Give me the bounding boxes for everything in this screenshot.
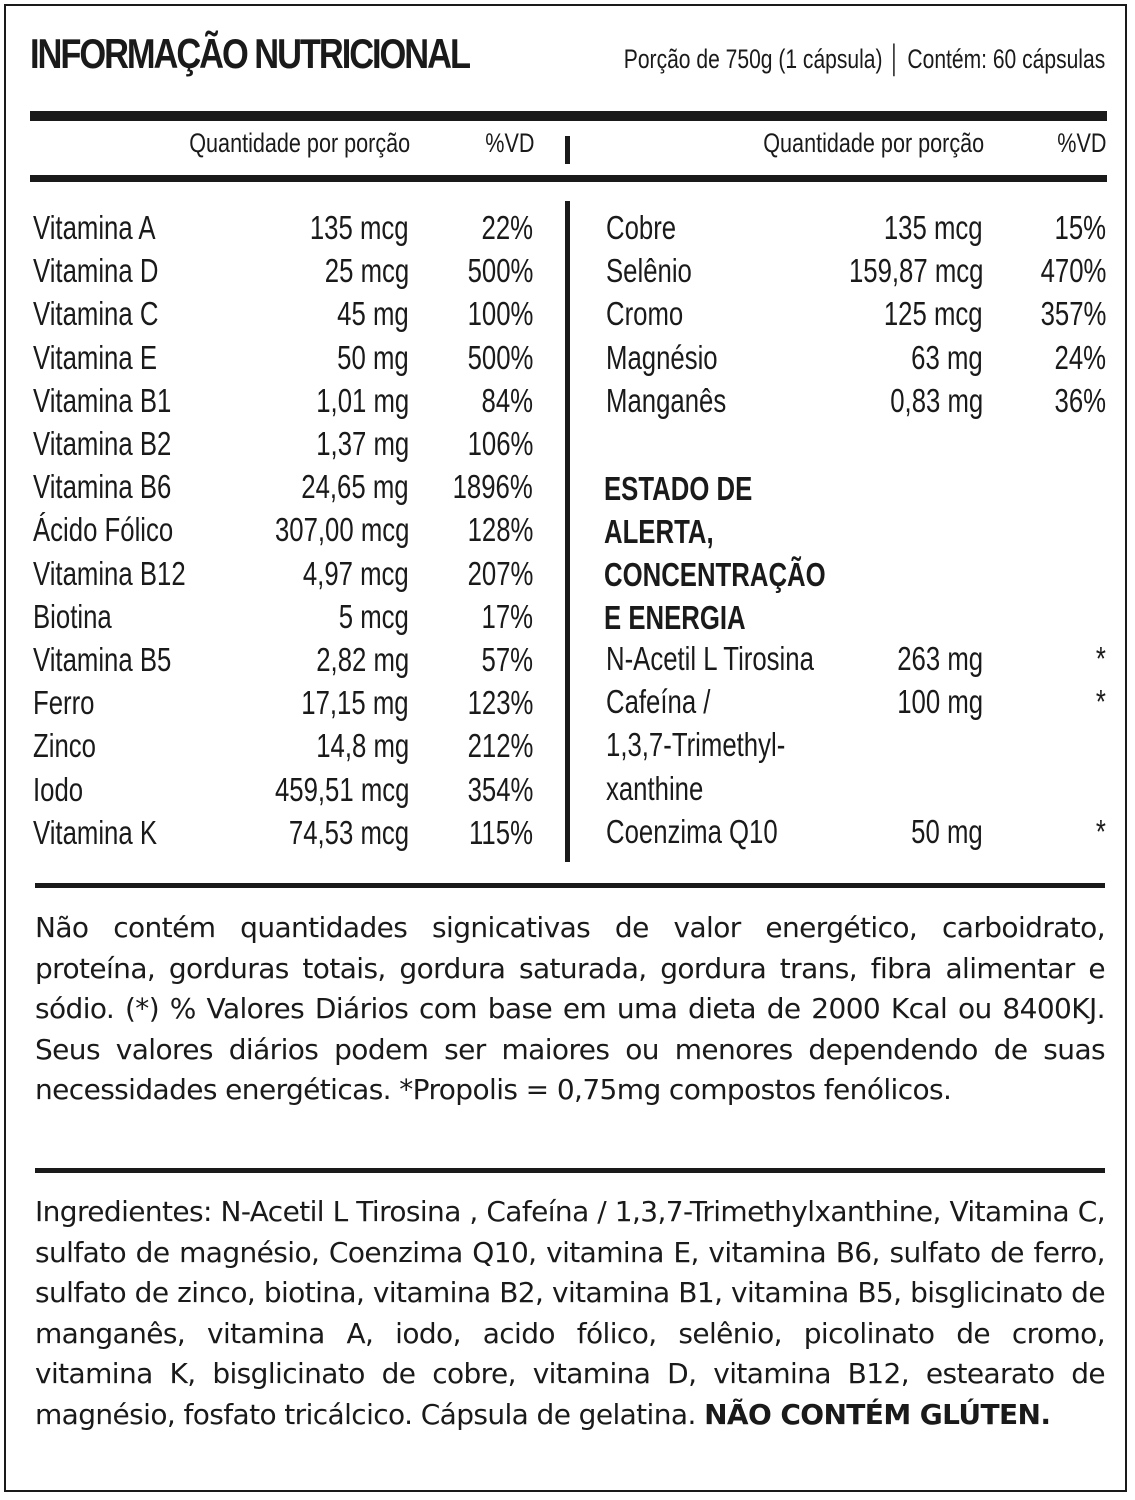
nutrient-daily-value: 128% — [467, 511, 533, 549]
nutrient-name: Zinco — [33, 727, 96, 765]
nutrient-daily-value: 22% — [481, 209, 533, 246]
nutrient-name: Ferro — [33, 684, 95, 722]
nutrient-quantity: 24,65 mg — [301, 468, 409, 506]
nutrient-name: Vitamina B2 — [33, 425, 172, 462]
left-qty-header: Quantidade por porção — [189, 128, 410, 158]
nutrient-quantity: 159,87 mcg — [848, 252, 983, 290]
nutrient-name: N-Acetil L Tirosina — [606, 640, 814, 677]
portion-info: Porção de 750g (1 cápsula) │ Contém: 60 cápsulas — [623, 44, 1105, 74]
nutrient-quantity: 1,01 mg — [315, 381, 409, 419]
right-vd-header: %VD — [1057, 128, 1107, 158]
nutrient-daily-value: * — [1095, 812, 1106, 850]
nutrient-name: xanthine — [606, 769, 704, 807]
nutrient-daily-value: 15% — [1054, 209, 1106, 246]
nutrient-quantity: 135 mcg — [310, 209, 409, 246]
nutrient-quantity: 100 mg — [897, 683, 983, 721]
nutrient-name: Iodo — [33, 770, 84, 808]
nutrient-daily-value: * — [1095, 640, 1106, 677]
nutrient-quantity: 5 mcg — [338, 597, 409, 635]
header-divider — [565, 136, 570, 164]
nutrient-quantity: 459,51 mcg — [274, 770, 409, 808]
left-vd-header: %VD — [485, 128, 535, 158]
nutrient-daily-value: * — [1095, 683, 1106, 721]
ingredients-rule — [35, 1168, 1105, 1173]
nutrient-name: Manganês — [606, 381, 727, 419]
nutrient-quantity: 135 mcg — [884, 209, 983, 246]
nutrient-daily-value: 1896% — [452, 468, 533, 506]
nutrient-quantity: 14,8 mg — [315, 727, 409, 765]
nutrient-quantity: 4,97 mcg — [303, 554, 409, 592]
nutrient-name: Selênio — [606, 252, 692, 290]
nutrient-name: 1,3,7-Trimethyl- — [606, 726, 786, 764]
nutrient-daily-value: 84% — [481, 381, 533, 419]
nutrient-quantity: 50 mg — [911, 812, 983, 850]
nutrient-quantity: 45 mg — [337, 295, 409, 333]
section-title: ESTADO DE ALERTA, CONCENTRAÇÃO E ENERGIA — [604, 470, 826, 636]
nutrient-daily-value: 357% — [1040, 295, 1106, 333]
header-rule-top — [30, 111, 1107, 121]
nutrient-quantity: 0,83 mg — [889, 381, 983, 419]
nutrient-name: Ácido Fólico — [33, 511, 174, 549]
nutrient-quantity: 63 mg — [911, 338, 983, 376]
nutrient-daily-value: 212% — [467, 727, 533, 765]
nutrient-daily-value: 470% — [1040, 252, 1106, 290]
nutrient-daily-value: 500% — [467, 338, 533, 376]
nutrient-quantity: 74,53 mcg — [288, 813, 409, 851]
nutrient-daily-value: 24% — [1054, 338, 1106, 376]
label-title: INFORMAÇÃO NUTRICIONAL — [30, 30, 469, 77]
nutrient-name: Cromo — [606, 295, 684, 333]
nutrient-quantity: 17,15 mg — [301, 684, 409, 722]
nutrient-name: Cobre — [606, 209, 677, 246]
nutrient-quantity: 25 mcg — [324, 252, 409, 290]
nutrient-name: Vitamina E — [33, 338, 158, 376]
nutrient-daily-value: 354% — [467, 770, 533, 808]
nutrient-name: Vitamina B5 — [33, 641, 172, 678]
nutrient-name: Vitamina B1 — [33, 381, 172, 419]
nutrient-name: Magnésio — [606, 338, 718, 376]
nutrient-name: Coenzima Q10 — [606, 812, 778, 850]
right-qty-header: Quantidade por porção — [763, 128, 984, 158]
nutrient-daily-value: 500% — [467, 252, 533, 290]
nutrient-daily-value: 123% — [467, 684, 533, 722]
nutrient-name: Vitamina C — [33, 295, 159, 333]
nutrient-daily-value: 36% — [1054, 381, 1106, 419]
notes-text: Não contém quantidades signicativas de valor energético, carboidrato, proteína, gorduras totais, gordura saturada, gordura trans, fibra alimentar e sódio. (*) % Valores Diários com base em uma dieta de 2000 Kcal ou 8400KJ. Seus valores diários podem ser maiores ou menores dependendo de suas necessidades energéticas. *Propolis = 0,75mg compostos fenólicos. — [35, 911, 1105, 1106]
nutrient-quantity: 307,00 mcg — [274, 511, 409, 549]
nutrient-quantity: 125 mcg — [884, 295, 983, 333]
nutrient-quantity: 1,37 mg — [315, 425, 409, 462]
nutrient-quantity: 2,82 mg — [315, 641, 409, 678]
nutrient-name: Cafeína / — [606, 683, 711, 721]
nutrient-name: Vitamina D — [33, 252, 159, 290]
nutrient-daily-value: 100% — [467, 295, 533, 333]
nutrient-name: Vitamina K — [33, 813, 158, 851]
notes-rule — [35, 883, 1105, 888]
nutrient-daily-value: 17% — [481, 597, 533, 635]
nutrient-name: Vitamina A — [33, 209, 156, 246]
ingredients-paragraph — [35, 1192, 1105, 1435]
nutrient-daily-value: 106% — [467, 425, 533, 462]
nutrient-quantity: 50 mg — [337, 338, 409, 376]
nutrient-name: Vitamina B6 — [33, 468, 172, 506]
nutrient-quantity: 263 mg — [897, 640, 983, 677]
nutrient-name: Biotina — [33, 597, 112, 635]
nutrient-daily-value: 115% — [469, 813, 533, 851]
ingredients-text: Ingredientes: N-Acetil L Tirosina , Cafeína / 1,3,7-Trimethylxanthine, Vitamina C, sulfato de magnésio, Coenzima Q10, vitamina E, vitamina B6, sulfato de ferro, sulfato de zinco, biotina, vitamina B2, vitamina B1, vitamina B5, bisglicinato de manganês, vitamina A, iodo, acido fólico, selênio, picolinato de cromo, vitamina K, bisglicinato de cobre, vitamina D, vitamina B12, estearato de magnésio, fosfato tricálcico. Cápsula de gelatina. — [35, 1195, 1105, 1431]
nutrient-name: Vitamina B12 — [33, 554, 186, 592]
column-divider — [565, 201, 570, 862]
nutrient-daily-value: 207% — [467, 554, 533, 592]
nutrient-daily-value: 57% — [481, 641, 533, 678]
header-rule-bottom — [30, 175, 1107, 182]
gluten-warning: NÃO CONTÉM GLÚTEN. — [704, 1397, 1051, 1431]
